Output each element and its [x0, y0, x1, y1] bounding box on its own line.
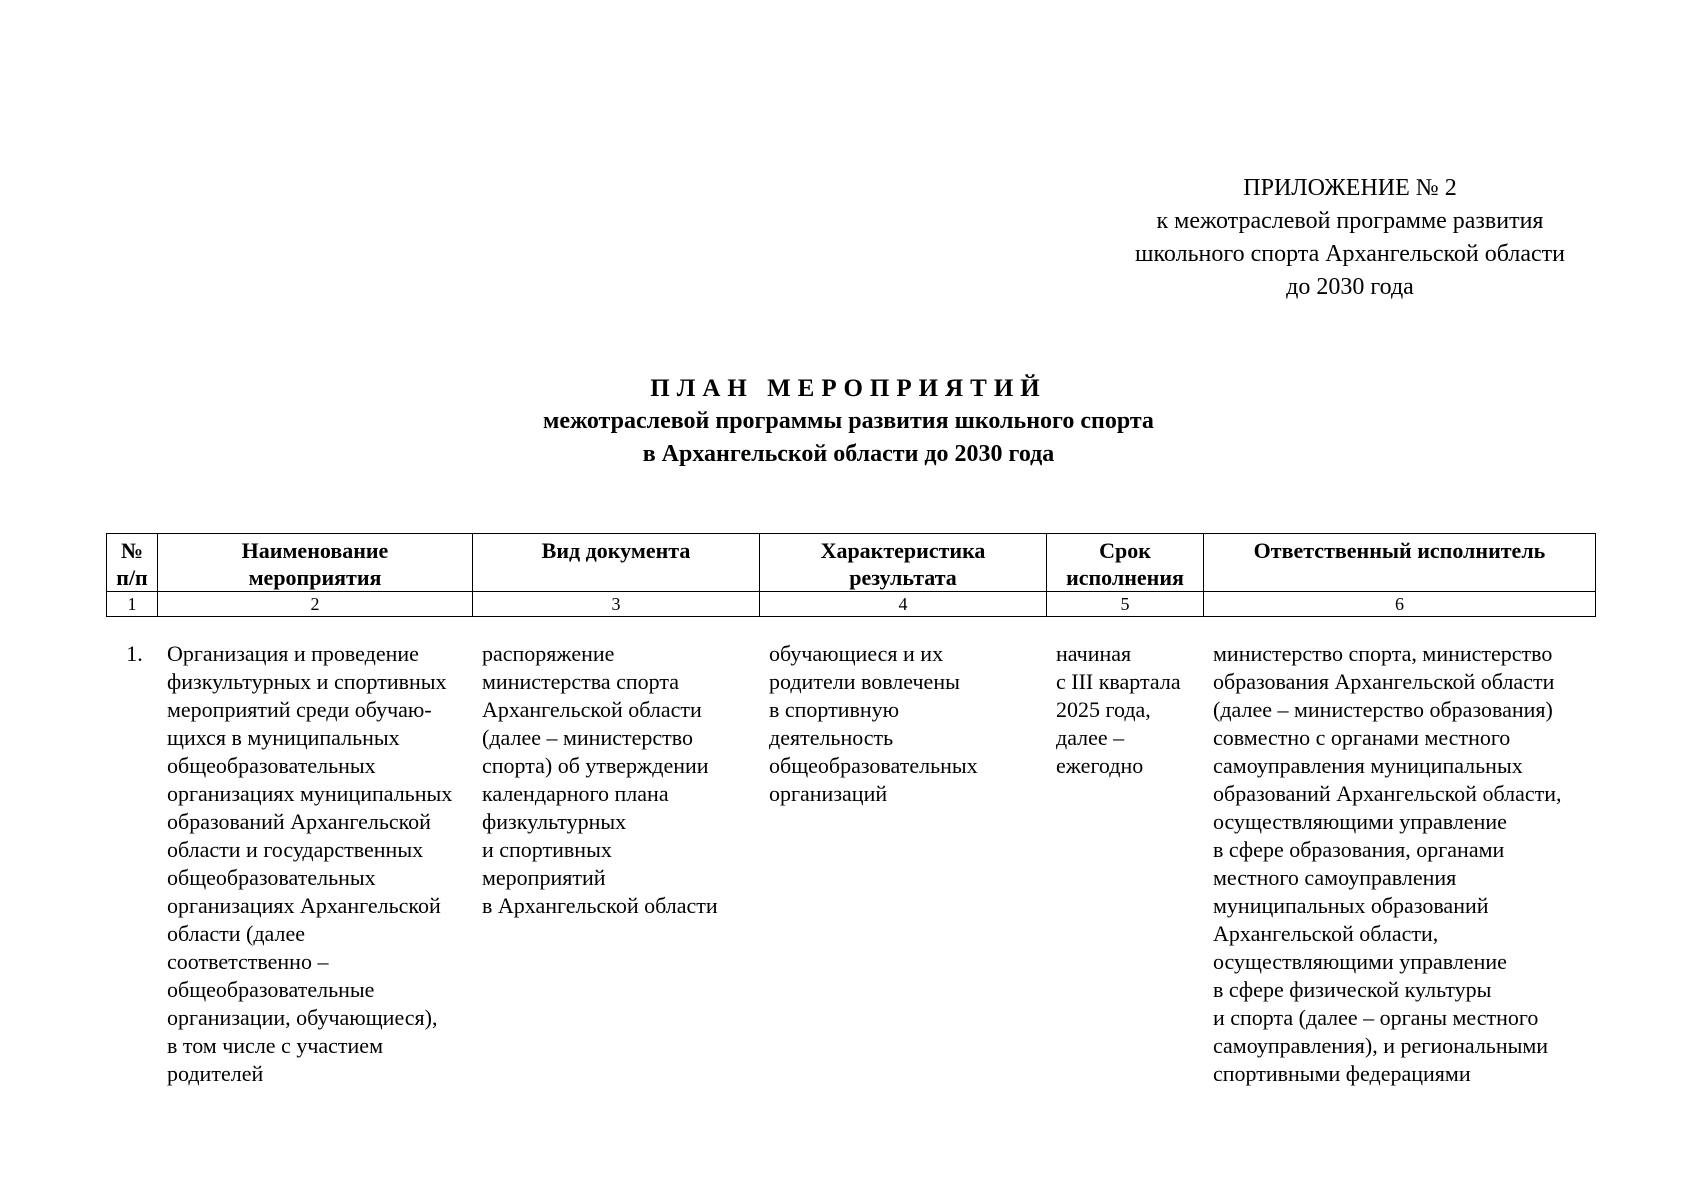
header-cell-responsible: Ответственный исполнитель: [1204, 534, 1596, 592]
cell-text-line: общеобразовательных: [167, 865, 376, 890]
appendix-subtitle-line: к межотраслевой программе развития: [1156, 208, 1544, 234]
column-number: 2: [158, 592, 473, 617]
plan-heading: ПЛАН МЕРОПРИЯТИЙ: [650, 375, 1047, 402]
cell-text-line: организации, обучающиеся),: [167, 1005, 438, 1030]
appendix-number: ПРИЛОЖЕНИЕ № 2: [1243, 175, 1457, 201]
cell-text-line: соответственно –: [167, 949, 329, 974]
cell-text-line: министерство спорта, министерство: [1213, 641, 1553, 666]
cell-text-line: организациях муниципальных: [167, 781, 453, 806]
cell-text-line: самоуправления), и региональными: [1213, 1033, 1549, 1058]
cell-text-line: начиная: [1056, 641, 1132, 666]
appendix-subtitle-line: школьного спорта Архангельской области: [1134, 241, 1565, 267]
plan-subheading: межотраслевой программы развития школьного спорта: [543, 408, 1154, 434]
cell-text-line: 2025 года,: [1056, 697, 1151, 722]
cell-text-line: общеобразовательных: [769, 753, 978, 778]
row-deadline-cell: [1046, 640, 1203, 1088]
header-cell-document: Вид документа: [473, 534, 760, 592]
cell-text-line: и спортивных: [482, 837, 612, 862]
cell-text-line: Архангельской области,: [1213, 921, 1439, 946]
header-cell-result: Характеристика результата: [760, 534, 1047, 592]
cell-text-line: деятельность: [769, 725, 894, 750]
cell-text-line: (далее – министерство: [482, 725, 693, 750]
appendix-header: [1050, 172, 1650, 304]
cell-text-line: местного самоуправления: [1213, 865, 1457, 890]
cell-text-line: календарного плана: [482, 781, 669, 806]
appendix-subtitle-line: до 2030 года: [1286, 274, 1414, 300]
plan-subheading: в Архангельской области до 2030 года: [642, 441, 1055, 467]
cell-text-line: области (далее: [167, 921, 306, 946]
cell-text-line: обучающиеся и их: [769, 641, 944, 666]
cell-text-line: спортивными федерациями: [1213, 1061, 1471, 1086]
cell-text-line: муниципальных образований: [1213, 893, 1489, 918]
cell-text-line: мероприятий: [482, 865, 606, 890]
row-number: 1.: [126, 641, 143, 666]
cell-text-line: родителей: [167, 1061, 264, 1086]
cell-text-line: области и государственных: [167, 837, 424, 862]
header-cell-name: Наименование мероприятия: [158, 534, 473, 592]
cell-text-line: в спортивную: [769, 697, 900, 722]
document-title: [0, 372, 1697, 471]
cell-text-line: Архангельской области: [482, 697, 702, 722]
cell-text-line: физкультурных: [482, 809, 627, 834]
cell-text-line: осуществляющими управление: [1213, 949, 1507, 974]
cell-text-line: ежегодно: [1056, 753, 1144, 778]
plan-table-body: [106, 640, 1595, 1088]
cell-text-line: совместно с органами местного: [1213, 725, 1511, 750]
cell-text-line: мероприятий среди обучаю-: [167, 697, 432, 722]
cell-text-line: в сфере образования, органами: [1213, 837, 1505, 862]
column-number: 5: [1047, 592, 1204, 617]
cell-text-line: организациях Архангельской: [167, 893, 441, 918]
cell-text-line: Организация и проведение: [167, 641, 419, 666]
column-number: 3: [473, 592, 760, 617]
cell-text-line: в Архангельской области: [482, 893, 718, 918]
cell-text-line: физкультурных и спортивных: [167, 669, 447, 694]
cell-text-line: общеобразовательные: [167, 977, 375, 1002]
cell-text-line: осуществляющими управление: [1213, 809, 1507, 834]
cell-text-line: родители вовлечены: [769, 669, 960, 694]
cell-text-line: министерства спорта: [482, 669, 680, 694]
cell-text-line: спорта) об утверждении: [482, 753, 709, 778]
row-responsible-cell: [1203, 640, 1595, 1088]
plan-table-header: [106, 533, 1596, 617]
table-row: [106, 640, 1595, 1088]
column-number: 1: [107, 592, 158, 617]
header-cell-number: № п/п: [107, 534, 158, 592]
cell-text-line: распоряжение: [482, 641, 615, 666]
cell-text-line: в том числе с участием: [167, 1033, 383, 1058]
cell-text-line: далее –: [1056, 725, 1125, 750]
cell-text-line: общеобразовательных: [167, 753, 376, 778]
cell-text-line: организаций: [769, 781, 888, 806]
cell-text-line: образований Архангельской области,: [1213, 781, 1562, 806]
header-cell-deadline: Срок исполнения: [1047, 534, 1204, 592]
cell-text-line: в сфере физической культуры: [1213, 977, 1492, 1002]
cell-text-line: (далее – министерство образования): [1213, 697, 1553, 722]
header-row: [107, 534, 1596, 592]
cell-text-line: образований Архангельской: [167, 809, 431, 834]
cell-text-line: образования Архангельской области: [1213, 669, 1555, 694]
cell-text-line: щихся в муниципальных: [167, 725, 400, 750]
row-name-cell: [157, 640, 472, 1088]
row-document-cell: [472, 640, 759, 1088]
column-number: 4: [760, 592, 1047, 617]
row-result-cell: [759, 640, 1046, 1088]
cell-text-line: и спорта (далее – органы местного: [1213, 1005, 1539, 1030]
column-number-row: [107, 592, 1596, 617]
cell-text-line: с III квартала: [1056, 669, 1181, 694]
column-number: 6: [1204, 592, 1596, 617]
cell-text-line: самоуправления муниципальных: [1213, 753, 1523, 778]
